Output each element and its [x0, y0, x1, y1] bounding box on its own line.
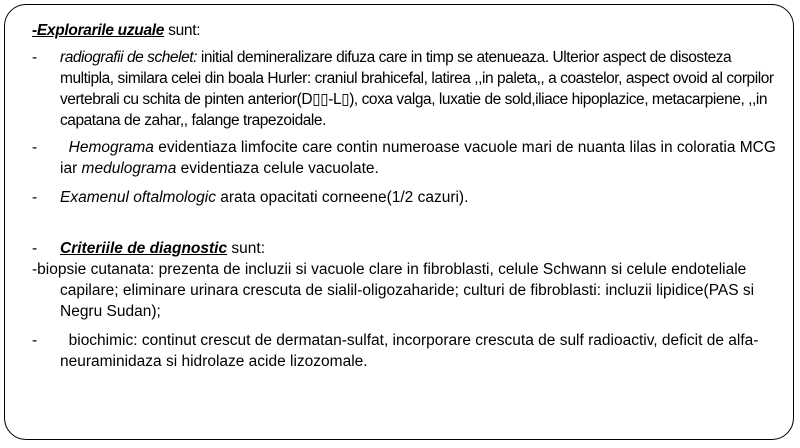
list-item-radiografii: [32, 47, 777, 131]
radiografii-body: initial demineralizare difuza care in timp se atenueaza. Ulterior aspect de disosteza multipla, similara celei din boala Hurler: craniul brahicefal, latirea ,,in paleta,, a coastelor, aspect ovoid al corpilor vertebrali cu schita de pinten anterior(D▯▯-L▯), coxa valga, luxatie de sold,iliace hipoplazice, metacarpiene, ,,in capatana de zahar,, falange trapezoidale.: [60, 49, 774, 129]
hemograma-body: evidentiaza limfocite care contin numeroase vacuole mari de nuanta lilas in coloratia MCG iar: [60, 139, 776, 177]
list-item-hemograma: [32, 137, 777, 179]
list-item-biochimic: [32, 330, 777, 372]
list-item-biopsie: -biopsie cutanata: prezenta de incluzii si vacuole clare in fibroblasti, celule Schwann si celule endoteliale capilare; eliminare urinara crescuta de sialil-oligozaharide; culturi de fibroblasti: incluzii lipidice(PAS si Negru Sudan);: [32, 261, 755, 320]
list-dash: -: [32, 332, 38, 349]
heading-criterii-tail: sunt:: [227, 240, 266, 257]
hemograma-pre: [60, 139, 69, 156]
heading-explorari-tail: sunt:: [164, 22, 201, 39]
heading-explorari-label: -Explorarile uzuale: [32, 22, 165, 39]
document-content: [32, 20, 777, 372]
oftalmologic-lead: Examenul oftalmologic: [60, 189, 216, 206]
oftalmologic-body: arata opacitati corneene(1/2 cazuri).: [215, 189, 469, 206]
list-item-oftalmologic: [32, 187, 777, 208]
list-dash: -: [32, 240, 38, 257]
radiografii-text: [60, 49, 774, 129]
section-heading-criterii: [32, 238, 777, 259]
medulograma-lead: medulograma: [81, 160, 177, 177]
biochimic-text: biochimic: continut crescut de dermatan-sulfat, incorporare crescuta de sulf radioactiv, deficit de alfa-neuraminidaza si hidrolaze acide lizozomale.: [60, 332, 759, 370]
section-heading-explorari: [32, 20, 777, 41]
heading-criterii-label: Criteriile de diagnostic: [60, 240, 228, 257]
radiografii-lead: radiografii de schelet:: [60, 49, 197, 66]
medulograma-body: evidentiaza celule vacuolate.: [176, 160, 379, 177]
hemograma-lead: Hemograma: [68, 139, 154, 156]
list-dash: -: [32, 189, 38, 206]
list-dash: -: [32, 139, 38, 156]
list-dash: -: [32, 49, 38, 66]
